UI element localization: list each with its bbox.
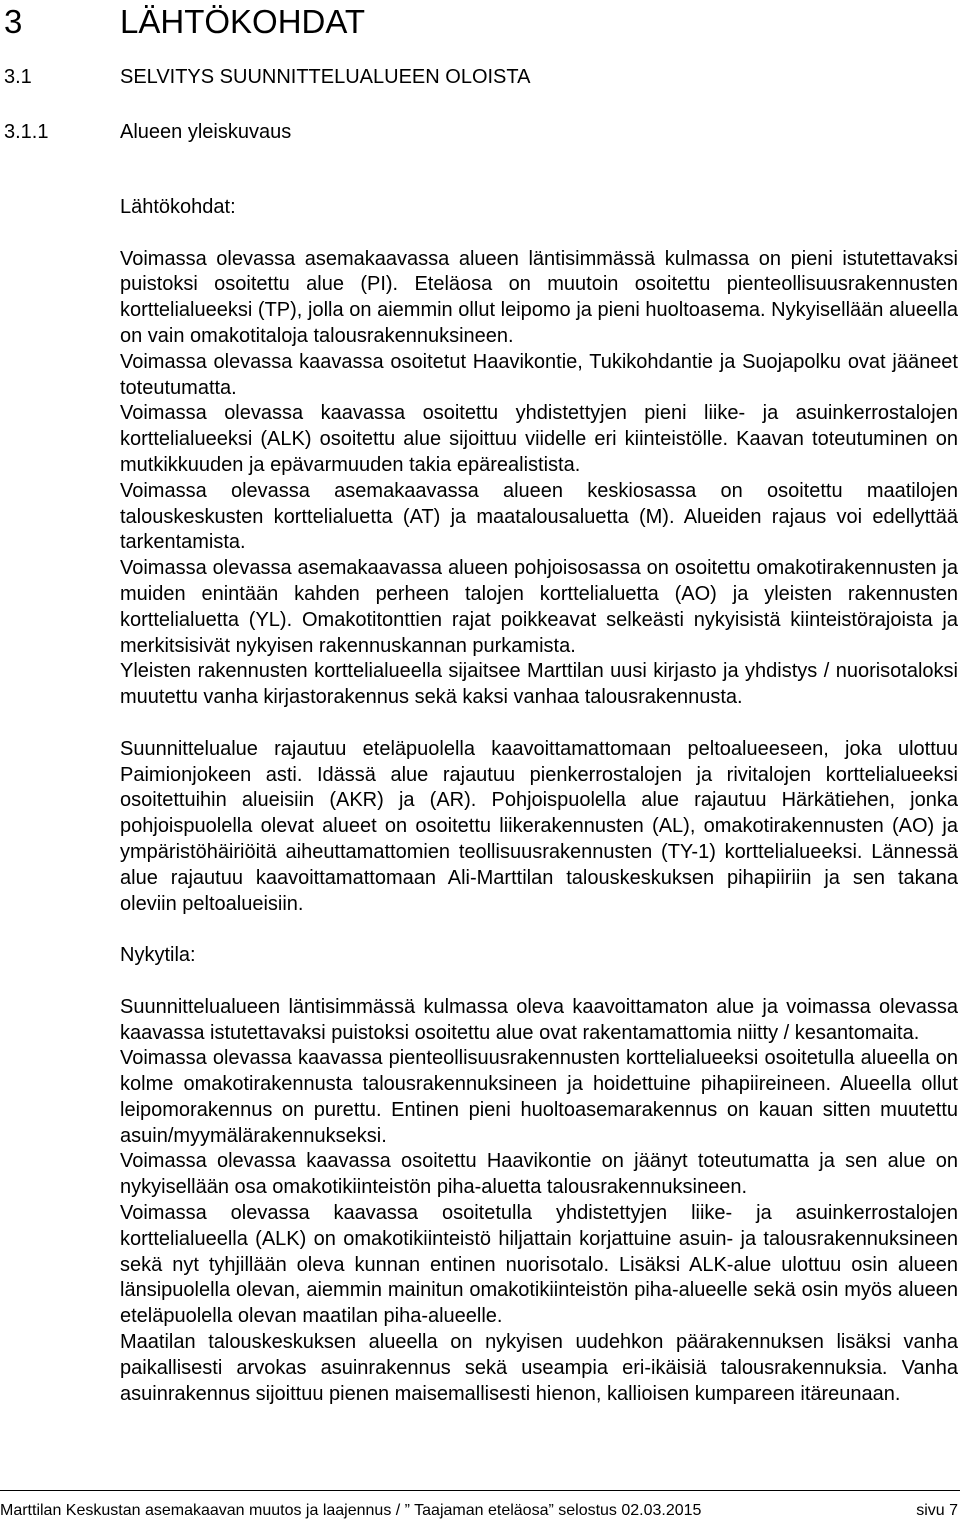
nykytila-label: Nykytila: <box>120 944 196 967</box>
heading-2 <box>4 65 530 89</box>
heading-1 <box>4 2 365 42</box>
footer-divider <box>0 1490 960 1491</box>
paragraph: Yleisten rakennusten korttelialueella sijaitsee Marttilan uusi kirjasto ja yhdistys / nuorisotaloksi muutettu vanha kirjastorakennus sekä kaksi vanhaa talousrakennusta. <box>120 660 958 709</box>
paragraph: Voimassa olevassa asemakaavassa alueen läntisimmässä kulmassa on pieni istutettavaksi puistoksi osoitettu alue (PI). Eteläosa on muutoin osoitettu pienteollisuusrakennusten korttelialueeksi (TP), jolla on aiemmin ollut leipomo ja pieni huoltoasema. Nykyisellään alueella on vain omakotitaloja talousrakennuksineen. <box>120 247 958 347</box>
body-text <box>120 195 958 1407</box>
heading-3-number: 3.1.1 <box>4 121 49 143</box>
paragraph: Voimassa olevassa kaavassa osoitettu yhdistettyjen pieni liike- ja asuinkerrostalojen korttelialueeksi (ALK) osoitettu alue sijoittuu viidelle eri kiinteistölle. Kaavan toteutuminen on mutkikkuuden ja epävarmuuden takia epärealistista. <box>120 402 958 476</box>
paragraph: Voimassa olevassa kaavassa osoitetut Haavikontie, Tukikohdantie ja Suojapolku ovat jääneet toteutumatta. <box>120 350 958 399</box>
surroundings-paragraph: Suunnittelualue rajautuu eteläpuolella kaavoittamattomaan peltoalueeseen, joka ulottuu Paimionjokeen asti. Idässä alue rajautuu pienkerrostalojen ja rivitalojen korttelialueeksi osoitettuihin alueisiin (AKR) ja (AR). Pohjoispuolella alue rajautuu Härkätiehen, jonka pohjoispuolella olevat alueet on osoitettu liikerakennusten (AL), omakotirakennusten (AO) ja ympäristöhäiriöitä aiheuttamattomien teollisuusrakennusten (TY-1) korttelialueeksi. Lännessä alue rajautuu kaavoittamattomaan Ali-Marttilan talouskeskuksen pihapiiriin ja sen takana oleviin peltoalueisiin. <box>120 737 958 915</box>
heading-3 <box>4 120 291 144</box>
heading-1-number: 3 <box>4 3 23 40</box>
paragraph: Voimassa olevassa kaavassa osoitettu Haavikontie on jäänyt toteutumatta ja sen alue on nykyisellään osa omakotikiinteistön piha-aluetta talousrakennuksineen. <box>120 1150 958 1199</box>
paragraph: Voimassa olevassa asemakaavassa alueen pohjoisosassa on osoitettu omakotirakennusten ja muiden enintään kahden perheen talojen korttelialuetta (AO) ja yleisten rakennusten korttelialuetta (YL). Omakotitonttien rajat poikkeavat selkeästi nykyisistä kiinteistörajoista ja merkitsisivät nykyisen rakennuskannan purkamista. <box>120 557 958 657</box>
lahtokohdat-label: Lähtökohdat: <box>120 196 236 218</box>
paragraph: Maatilan talouskeskuksen alueella on nykyisen uudehkon päärakennuksen lisäksi vanha paikallisesti arvokas asuinrakennus sekä useampia eri-ikäisiä talousrakennuksia. Vanha asuinrakennus sijoittuu pienen maisemallisesti hienon, kallioisen kumpareen itäreunaan. <box>120 1331 958 1405</box>
paragraph: Voimassa olevassa asemakaavassa alueen keskiosassa on osoitettu maatilojen talouskeskusten korttelialuetta (AT) ja maatalousaluetta (M). Alueiden rajaus voi edellyttää tarkentamista. <box>120 479 958 554</box>
heading-2-title: SELVITYS SUUNNITTELUALUEEN OLOISTA <box>120 66 531 88</box>
paragraph: Voimassa olevassa kaavassa osoitetulla yhdistettyjen liike- ja asuinkerrostalojen korttelialueella (ALK) on omakotikiinteistö hiljattain korjattuine asuin- ja talousrakennuksineen sekä nyt tyhjillään oleva kunnan entinen nuorisotalo. Lisäksi ALK-alue ulottuu osin alueen länsipuolella olevan, aiemmin mainitun omakotikiinteistön piha-alueelle sekä osin myös alueen eteläpuolella olevan maatilan piha-alueelle. <box>120 1202 958 1328</box>
heading-1-title: LÄHTÖKOHDAT <box>120 3 366 40</box>
paragraph: Voimassa olevassa kaavassa pienteollisuusrakennusten korttelialueeksi osoitetulla alueella on kolme omakotirakennusta talousrakennuksineen ja hoidettuine pihapiireineen. Alueella ollut leipomorakennus on purettu. Entinen pieni huoltoasemarakennus on kauan sitten muutettu asuin/myymälärakennukseksi. <box>120 1047 958 1147</box>
paragraph: Suunnittelualueen läntisimmässä kulmassa oleva kaavoittamaton alue ja voimassa olevassa kaavassa istutettavaksi puistoksi osoitettu alue ovat rakentamattomia niitty / kesantomaita. <box>120 995 958 1044</box>
heading-3-title: Alueen yleiskuvaus <box>120 121 292 143</box>
footer-page-number: sivu 7 <box>916 1502 958 1519</box>
footer-document-title: Marttilan Keskustan asemakaavan muutos ja laajennus / ” Taajaman eteläosa” selostus 02.03.2015 <box>0 1502 702 1519</box>
heading-2-number: 3.1 <box>4 66 32 88</box>
